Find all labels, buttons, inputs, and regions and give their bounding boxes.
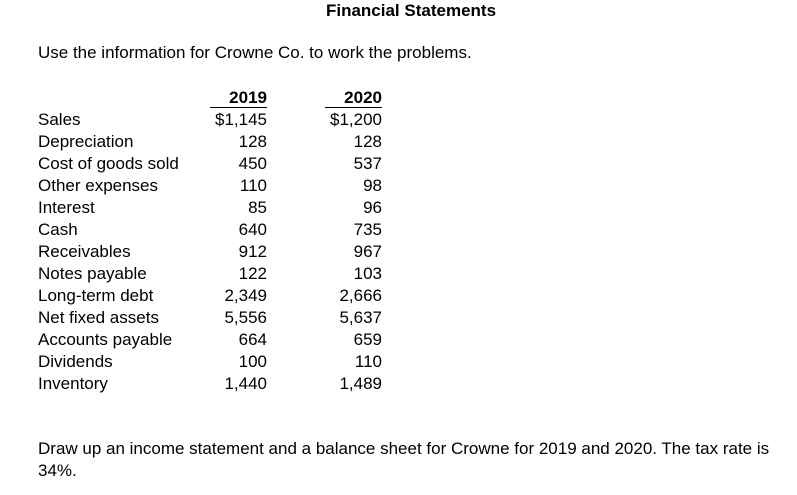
table-row	[38, 131, 382, 153]
table-row	[38, 197, 382, 219]
value-2020: 5,637	[339, 308, 382, 327]
value-2019: 110	[239, 176, 267, 195]
value-2020: 98	[363, 176, 382, 195]
row-label: Accounts payable	[38, 330, 173, 349]
table-header-row	[38, 87, 382, 109]
instructions-text: Draw up an income statement and a balance sheet for Crowne for 2019 and 2020. The tax rate is 34%.	[38, 439, 770, 480]
intro-text: Use the information for Crowne Co. to work the problems.	[38, 43, 472, 62]
row-label: Cash	[38, 220, 78, 239]
value-2019: 2,349	[224, 286, 267, 305]
row-label: Dividends	[38, 352, 113, 371]
value-2019: 122	[238, 264, 267, 283]
table-body	[38, 109, 382, 395]
table-row	[38, 263, 382, 285]
value-2020: 1,489	[339, 374, 382, 393]
row-label: Cost of goods sold	[38, 154, 179, 173]
header-year-2020: 2020	[325, 87, 382, 109]
value-2020: 967	[353, 242, 382, 261]
value-2019: 912	[238, 242, 267, 261]
row-label: Sales	[38, 110, 81, 129]
table-row	[38, 153, 382, 175]
value-2020: 128	[353, 132, 382, 151]
row-label: Interest	[38, 198, 95, 217]
table-row	[38, 285, 382, 307]
value-2019: 640	[238, 220, 267, 239]
value-2019: $1,145	[215, 110, 267, 129]
value-2019: 450	[238, 154, 267, 173]
value-2019: 5,556	[224, 308, 267, 327]
row-label: Receivables	[38, 242, 131, 261]
value-2019: 85	[248, 198, 267, 217]
row-label: Notes payable	[38, 264, 147, 283]
value-2020: 659	[353, 330, 382, 349]
value-2020: 735	[353, 220, 382, 239]
row-label: Net fixed assets	[38, 308, 159, 327]
table-row	[38, 241, 382, 263]
value-2020: 110	[354, 352, 382, 371]
value-2020: 96	[363, 198, 382, 217]
table-row	[38, 219, 382, 241]
value-2020: $1,200	[330, 110, 382, 129]
value-2020: 537	[353, 154, 382, 173]
table-row	[38, 351, 382, 373]
table-row	[38, 307, 382, 329]
value-2020: 103	[353, 264, 382, 283]
value-2019: 1,440	[224, 374, 267, 393]
table-row	[38, 109, 382, 131]
row-label: Inventory	[38, 374, 108, 393]
value-2019: 128	[238, 132, 267, 151]
value-2019: 100	[238, 352, 267, 371]
financial-data-table	[38, 87, 382, 395]
value-2019: 664	[238, 330, 267, 349]
value-2020: 2,666	[339, 286, 382, 305]
row-label: Long-term debt	[38, 286, 154, 305]
header-label-cell	[38, 87, 210, 109]
header-year-2019: 2019	[210, 87, 267, 109]
table-row	[38, 175, 382, 197]
table-row	[38, 373, 382, 395]
row-label: Depreciation	[38, 132, 134, 151]
page-title: Financial Statements	[325, 1, 497, 20]
table-row	[38, 329, 382, 351]
row-label: Other expenses	[38, 176, 159, 195]
